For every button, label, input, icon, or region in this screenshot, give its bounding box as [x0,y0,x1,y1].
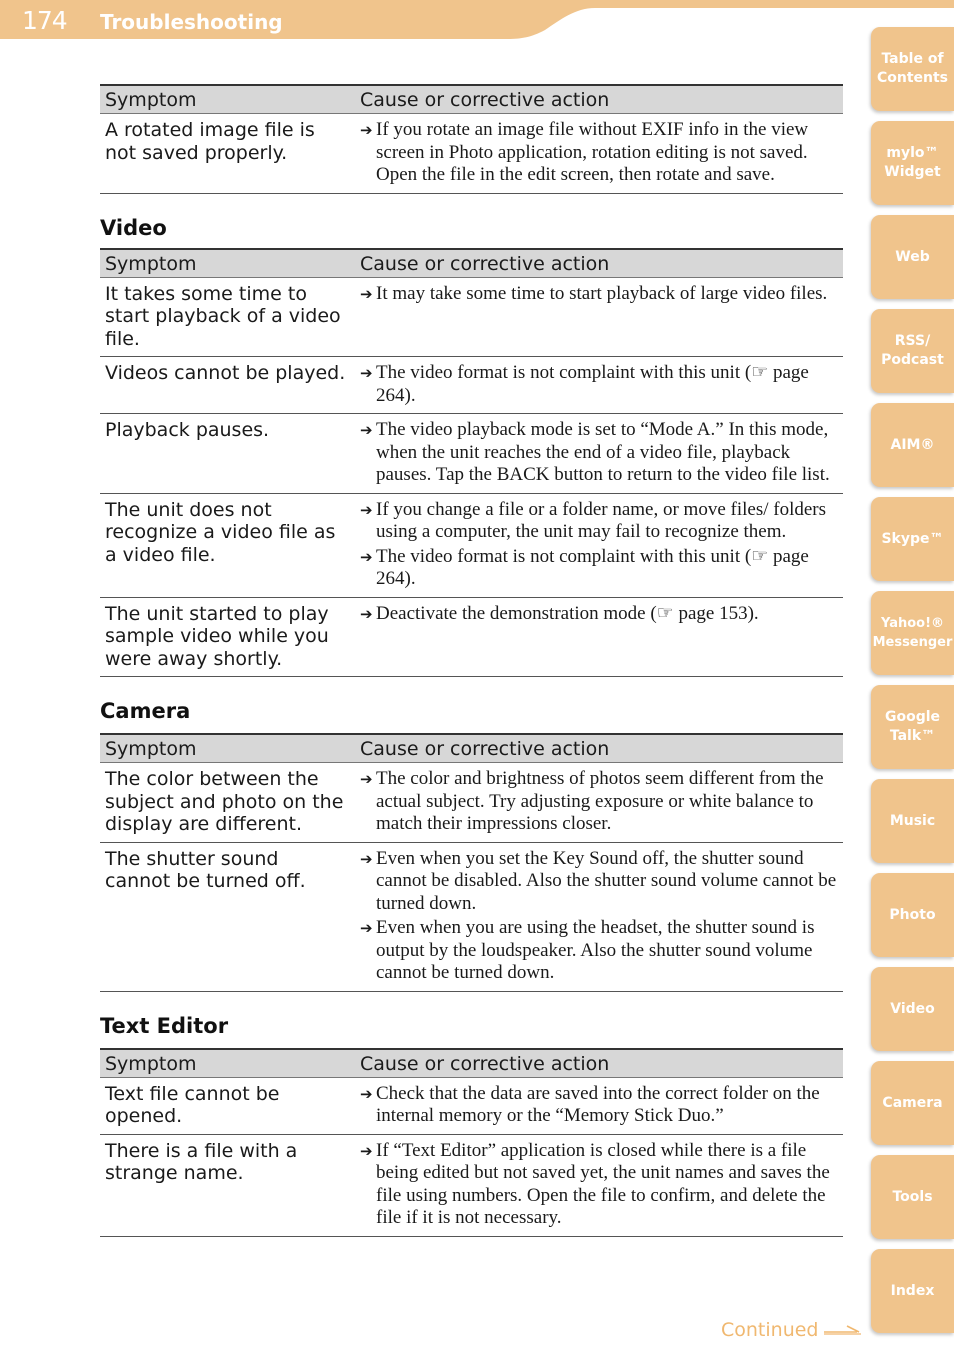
symptom-cell: The color between the subject and photo on the display are different. [100,763,355,843]
cause-item: ➔ The video playback mode is set to “Mode A.” In this mode, when the unit reaches the end of a video file, playback pauses. Tap the BACK button to return to the video file list. [360,419,830,485]
continued-link[interactable] [721,1319,863,1341]
tab-aim[interactable]: AIM® [871,403,954,487]
cause-cell [355,414,843,494]
cause-item: ➔ It may take some time to start playback of large video files. [360,282,828,304]
cause-item: ➔ Check that the data are saved into the correct folder on the internal memory or the “Memory Stick Duo.” [360,1082,820,1126]
arrow-right-icon: ➔ [360,849,373,868]
table-row [100,763,843,843]
tab-web[interactable]: Web [871,215,954,299]
cause-cell [355,1077,843,1134]
header-symptom: Symptom [100,249,355,278]
troubleshoot-table-camera [100,733,843,992]
symptom-cell: The shutter sound cannot be turned off. [100,842,355,991]
cause-cell [355,493,843,597]
symptom-cell: There is a file with a strange name. [100,1134,355,1236]
continued-arrow-icon [823,1323,863,1337]
header-cause: Cause or corrective action [355,734,843,763]
table-row [100,842,843,991]
header-symptom: Symptom [100,1049,355,1078]
cause-cell [355,842,843,991]
table-row [100,1077,843,1134]
table-row [100,357,843,414]
cause-item: ➔ If you change a file or a folder name, or move files/ folders using a computer, the unit may fail to recognize them. [360,498,827,542]
header-cause: Cause or corrective action [355,249,843,278]
tab-photo[interactable]: Photo [871,873,954,957]
cause-cell [355,357,843,414]
section-heading-camera: Camera [100,699,191,723]
section-heading-video: Video [100,215,167,240]
symptom-cell: A rotated image file is not saved properly. [100,114,355,194]
table-header-row [100,85,843,114]
header-symptom: Symptom [100,85,355,114]
cause-cell [355,1134,843,1236]
troubleshoot-table-text-editor [100,1048,843,1237]
table-row [100,114,843,194]
cause-cell [355,597,843,677]
tab-music[interactable]: Music [871,779,954,863]
page-header [0,0,954,42]
arrow-right-icon: ➔ [360,1141,373,1160]
cause-item: ➔ The color and brightness of photos seem different from the actual subject. Try adjusting exposure or white balance to match their impressions closer. [360,768,824,834]
table-header-row [100,249,843,278]
arrow-right-icon: ➔ [360,1084,373,1103]
symptom-cell: Playback pauses. [100,414,355,494]
cause-item: ➔ Even when you are using the headset, the shutter sound is output by the loudspeaker. Also the shutter sound volume cannot be turned down. [360,917,815,983]
cause-item: ➔ Deactivate the demonstration mode (☞ page 153). [360,602,759,624]
cause-item: ➔ Even when you set the Key Sound off, the shutter sound cannot be disabled. Also the shutter sound volume cannot be turned down. [360,847,837,914]
arrow-right-icon: ➔ [360,919,373,937]
cause-cell [355,114,843,194]
arrow-right-icon: ➔ [360,770,373,788]
tab-rss-podcast[interactable]: RSS/ Podcast [871,309,954,393]
arrow-right-icon: ➔ [360,284,373,303]
table-header-row [100,734,843,763]
arrow-right-icon: ➔ [360,500,373,519]
symptom-cell: Text file cannot be opened. [100,1077,355,1134]
tab-camera[interactable]: Camera [871,1061,954,1145]
symptom-cell: Videos cannot be played. [100,357,355,414]
tab-skype[interactable]: Skype™ [871,497,954,581]
tab-google-talk[interactable]: Google Talk™ [871,685,954,769]
header-title: Troubleshooting [100,10,283,34]
cause-item: ➔ If “Text Editor” application is closed while there is a file being edited but not saved yet, the unit names and saves the file using numbers. Open the file to confirm, and delete the file if it is not necessary. [360,1139,830,1228]
header-cause: Cause or corrective action [355,1049,843,1078]
tab-video[interactable]: Video [871,967,954,1051]
table-header-row [100,1049,843,1078]
table-row [100,597,843,677]
tab-mylo-widget[interactable]: mylo™ Widget [871,121,954,205]
tab-index[interactable]: Index [871,1249,954,1333]
arrow-right-icon: ➔ [360,421,373,439]
cause-cell [355,277,843,357]
symptom-cell: The unit does not recognize a video file as a video file. [100,493,355,597]
tab-yahoo-messenger[interactable]: Yahoo!® Messenger [871,591,954,675]
cause-cell [355,763,843,843]
table-row [100,1134,843,1236]
main-content [100,84,843,1237]
tab-table-of-contents[interactable]: Table of Contents [871,27,954,111]
continued-label: Continued [721,1319,819,1341]
cause-item: ➔ The video format is not complaint with this unit (☞ page 264). [360,545,809,589]
table-row [100,277,843,357]
symptom-cell: The unit started to play sample video while you were away shortly. [100,597,355,677]
arrow-right-icon: ➔ [360,604,373,623]
troubleshoot-table-photo [100,84,843,194]
arrow-right-icon: ➔ [360,121,373,139]
header-symptom: Symptom [100,734,355,763]
page-number: 174 [22,6,67,35]
symptom-cell: It takes some time to start playback of a video file. [100,277,355,357]
arrow-right-icon: ➔ [360,364,373,382]
cause-item: ➔ The video format is not complaint with this unit (☞ page 264). [360,362,809,406]
header-cause: Cause or corrective action [355,85,843,114]
section-heading-text-editor: Text Editor [100,1013,229,1038]
table-row [100,414,843,494]
table-row [100,493,843,597]
troubleshoot-table-video [100,248,843,678]
arrow-right-icon: ➔ [360,547,373,566]
tab-tools[interactable]: Tools [871,1155,954,1239]
cause-item: ➔ If you rotate an image file without EXIF info in the view screen in Photo application, rotation editing is not saved. Open the file in the edit screen, then rotate and save. [360,119,809,185]
